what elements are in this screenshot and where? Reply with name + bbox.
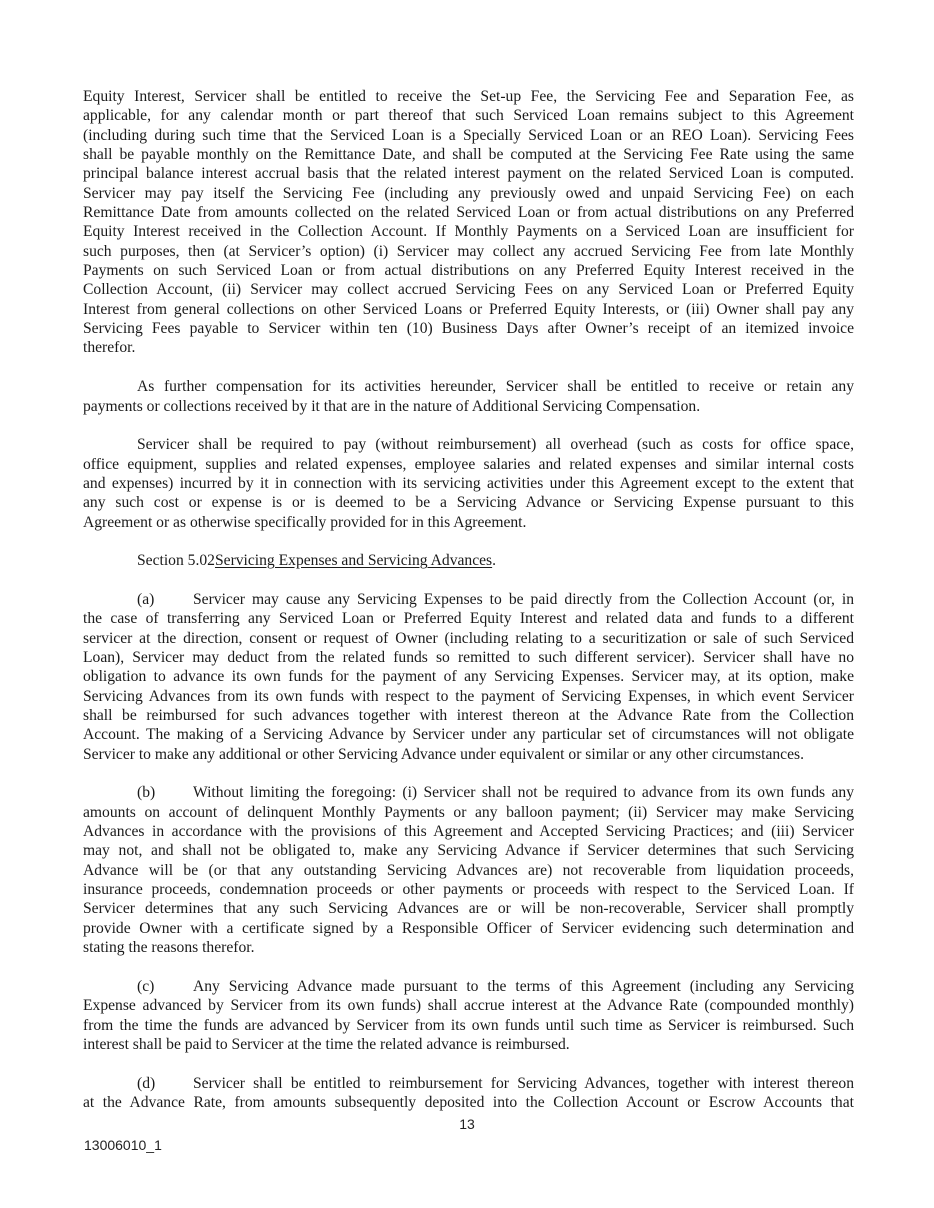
line-text: Without limiting the foregoing: (i) Servicer shall not be required to advance from its own funds any	[193, 784, 854, 802]
paragraph	[83, 1074, 854, 1113]
text-line: therefor.	[83, 339, 136, 357]
text-line: principal balance interest accrual basis that the related interest payment on the related Serviced Loan is computed.	[83, 165, 854, 183]
text-line: at the Advance Rate, from amounts subsequently deposited into the Collection Account or Escrow Accounts that	[83, 1093, 854, 1111]
text-line: Interest from general collections on other Serviced Loans or Preferred Equity Interests, or (iii) Owner shall pay any	[83, 300, 854, 318]
text-line: office equipment, supplies and related expenses, employee salaries and related expenses and similar internal costs	[83, 455, 854, 473]
text-line	[83, 977, 854, 996]
text-line: interest shall be paid to Servicer at the time the related advance is reimbursed.	[83, 1035, 570, 1053]
paragraph	[83, 590, 854, 764]
paragraph-label: (c)	[137, 977, 155, 995]
text-line	[83, 783, 854, 802]
text-line: servicer at the direction, consent or request of Owner (including relating to a securitization or sale of such Serviced	[83, 629, 854, 647]
text-line: such purposes, then (at Servicer’s option) (i) Servicer may collect any accrued Servicing Fee from late Monthly	[83, 242, 854, 260]
text-line: applicable, for any calendar month or part thereof that such Serviced Loan remains subject to this Agreement	[83, 107, 854, 125]
text-line: Equity Interest, Servicer shall be entitled to receive the Set-up Fee, the Servicing Fee and Separation Fee, as	[83, 88, 854, 105]
text-line: Agreement or as otherwise specifically provided for in this Agreement.	[83, 513, 527, 531]
text-line: Account. The making of a Servicing Advance by Servicer under any particular set of circumstances will not obligate	[83, 726, 854, 744]
text-line: stating the reasons therefor.	[83, 939, 255, 957]
text-line: from the time the funds are advanced by Servicer from its own funds until such time as Servicer is reimbursed. Such	[83, 1016, 854, 1034]
paragraph-label: (a)	[137, 590, 155, 608]
text-line: Servicing Fees payable to Servicer within ten (10) Business Days after Owner’s receipt of an itemized invoice	[83, 320, 854, 338]
paragraph	[83, 435, 854, 532]
text-line	[83, 590, 854, 609]
section-number: Section 5.02	[137, 552, 215, 570]
text-line: shall be reimbursed for such advances together with interest thereon at the Advance Rate from the Collection	[83, 707, 854, 724]
text-line: Advance will be (or that any outstanding Servicing Advances are) not recoverable from liquidation proceeds,	[83, 861, 854, 879]
section-title-end: .	[492, 552, 497, 570]
text-line: Equity Interest received in the Collection Account. If Monthly Payments on a Serviced Loan are insufficient for	[83, 223, 854, 241]
text-line: Servicer may pay itself the Servicing Fee (including any previously owed and unpaid Servicing Fee) on each	[83, 184, 854, 202]
paragraphs-after-section	[83, 590, 854, 1112]
text-line	[83, 1074, 854, 1093]
document-id: 13006010_1	[84, 1137, 162, 1153]
text-line: the case of transferring any Serviced Loan or Preferred Equity Interest and related data and funds to a different	[83, 610, 854, 628]
line-text: Servicer shall be entitled to reimbursement for Servicing Advances, together with interest thereon	[193, 1074, 854, 1092]
text-line: payments or collections received by it that are in the nature of Additional Servicing Compensation.	[83, 397, 701, 415]
text-line: Servicing Advances from its own funds with respect to the payment of Servicing Expenses, in which event Servicer	[83, 687, 854, 705]
line-text: Servicer may cause any Servicing Expenses to be paid directly from the Collection Account (or, in	[193, 590, 854, 608]
text-line: shall be payable monthly on the Remittance Date, and shall be computed at the Servicing Fee Rate using the same	[83, 146, 854, 164]
text-line: and expenses) incurred by it in connection with its servicing activities under this Agreement except to the extent that	[83, 474, 854, 492]
paragraphs-before-section	[83, 87, 854, 532]
text-line: Expense advanced by Servicer from its own funds) shall accrue interest at the Advance Rate (compounded monthly)	[83, 997, 854, 1015]
text-line: (including during such time that the Serviced Loan is a Specially Serviced Loan or an REO Loan). Servicing Fees	[83, 126, 854, 144]
section-heading	[83, 551, 854, 570]
document-page	[83, 87, 854, 1132]
text-line: Advances in accordance with the provisions of this Agreement and Accepted Servicing Practices; and (iii) Servicer	[83, 823, 854, 841]
text-line: As further compensation for its activities hereunder, Servicer shall be entitled to receive or retain any	[137, 378, 854, 396]
paragraph-label: (b)	[137, 784, 156, 802]
paragraph	[83, 783, 854, 957]
paragraph	[83, 977, 854, 1054]
text-line: insurance proceeds, condemnation proceeds or other payments or proceeds with respect to the Serviced Loan. If	[83, 881, 854, 899]
line-text: Any Servicing Advance made pursuant to the terms of this Agreement (including any Servicing	[193, 977, 854, 995]
text-line: Collection Account, (ii) Servicer may collect accrued Servicing Fees on any Serviced Loan or Preferred Equity	[83, 281, 854, 299]
text-line: any such cost or expense is or is deemed to be a Servicing Advance or Servicing Expense pursuant to this	[83, 494, 854, 512]
text-line: provide Owner with a certificate signed by a Responsible Officer of Servicer evidencing such determination and	[83, 919, 854, 937]
text-line: amounts on account of delinquent Monthly Payments or any balloon payment; (ii) Servicer may make Servicing	[83, 803, 854, 821]
section-title: Servicing Expenses and Servicing Advances	[214, 552, 493, 570]
text-line: Servicer to make any additional or other Servicing Advance under equivalent or similar or any other circumstances.	[83, 745, 804, 763]
text-line: Servicer determines that any such Servicing Advances are or will be non-recoverable, Servicer shall promptly	[83, 900, 854, 918]
paragraph	[83, 87, 854, 358]
text-line: Loan), Servicer may deduct from the related funds so remitted to such different servicer). Servicer shall have no	[83, 648, 854, 666]
text-line: Remittance Date from amounts collected on the related Serviced Loan or from actual distributions on any Preferred	[83, 204, 854, 222]
text-line: may not, and shall not be obligated to, make any Servicing Advance if Servicer determines that such Servicing	[83, 842, 854, 860]
text-line: obligation to advance its own funds for the payment of any Servicing Expenses. Servicer may, at its option, make	[83, 668, 854, 686]
page-number: 13	[459, 1116, 475, 1132]
paragraph	[83, 377, 854, 416]
text-line: Payments on such Serviced Loan or from actual distributions on any Preferred Equity Interest received in the	[83, 262, 854, 280]
text-line: Servicer shall be required to pay (without reimbursement) all overhead (such as costs for office space,	[137, 436, 854, 454]
paragraph-label: (d)	[137, 1074, 156, 1092]
